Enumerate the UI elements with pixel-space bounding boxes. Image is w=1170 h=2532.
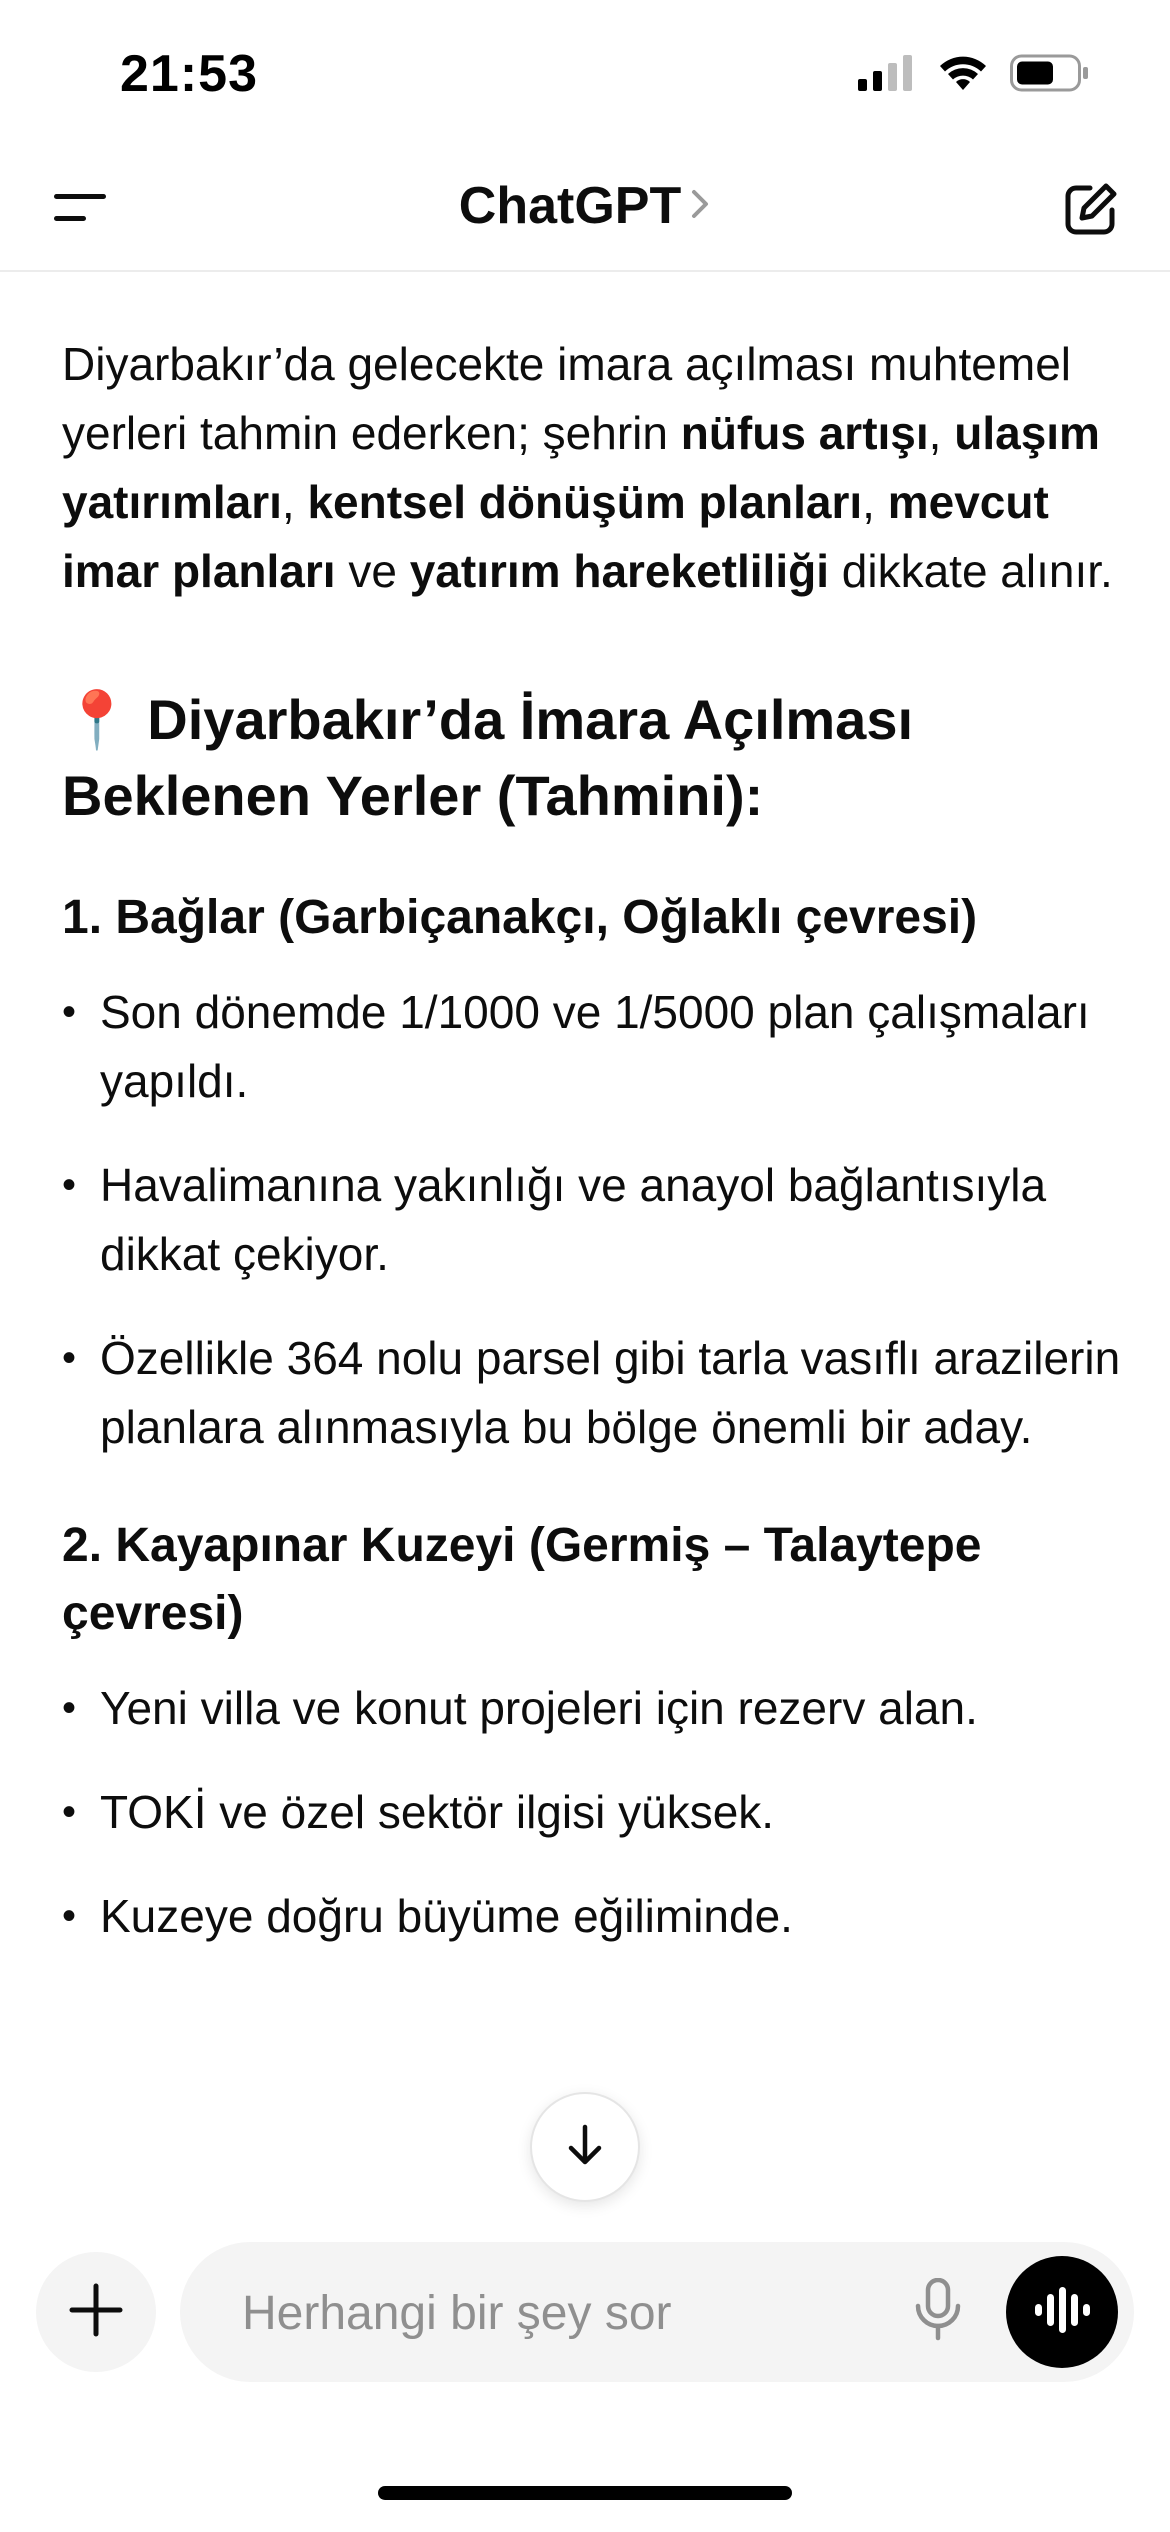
- voice-mode-button[interactable]: [1006, 2256, 1118, 2368]
- status-bar: [0, 0, 1170, 150]
- attach-button[interactable]: [36, 2252, 156, 2372]
- intro-text: dikkate alınır.: [829, 545, 1113, 597]
- input-placeholder: Herhangi bir şey sor: [242, 2287, 672, 2340]
- dictate-button[interactable]: [900, 2274, 976, 2350]
- intro-paragraph: [62, 330, 1122, 606]
- intro-text: Diyarbakır’da gelecekte imara açılması muhtemel yerleri tahmin ederken; şehrin: [62, 338, 1071, 459]
- intro-text: ,: [281, 476, 308, 528]
- microphone-icon: [912, 2278, 964, 2347]
- section-heading: [62, 682, 1122, 834]
- section-heading-text: Diyarbakır’da İmara Açılması Beklenen Yerler (Tahmini):: [62, 688, 914, 827]
- bullet-item: • TOKİ ve özel sektör ilgisi yüksek.: [62, 1778, 1122, 1847]
- intro-bold-text: yatırım hareketliliği: [409, 545, 829, 597]
- app-header: [0, 150, 1170, 272]
- bullet-item: • Özellikle 364 nolu parsel gibi tarla vasıflı arazilerin planlara alınmasıyla bu bölge önemli bir aday.: [62, 1324, 1122, 1462]
- status-icons: [858, 54, 1090, 97]
- header-title: ChatGPT: [458, 177, 682, 235]
- scroll-down-button[interactable]: [530, 2092, 640, 2202]
- intro-bold-text: mevcut imar planları: [62, 476, 1049, 597]
- bullet-item: • Kuzeye doğru büyüme eğiliminde.: [62, 1882, 1122, 1951]
- intro-bold-text: nüfus artışı: [680, 407, 929, 459]
- home-indicator: [378, 2486, 792, 2500]
- plus-icon: [68, 2282, 124, 2343]
- intro-text: ve: [335, 545, 410, 597]
- signal-icon: [858, 55, 916, 96]
- pin-icon: 📍: [62, 688, 132, 751]
- intro-bold-text: ulaşım yatırımları: [62, 407, 1100, 528]
- status-time: 21:53: [120, 45, 258, 103]
- bullet-item: • Yeni villa ve konut projeleri için rezerv alan.: [62, 1674, 1122, 1743]
- message-input[interactable]: [180, 2242, 1134, 2382]
- bullet-item: • Havalimanına yakınlığı ve anayol bağlantısıyla dikkat çekiyor.: [62, 1151, 1122, 1289]
- assistant-message: [62, 330, 1122, 2200]
- new-chat-button[interactable]: [1054, 176, 1126, 248]
- wifi-icon: [938, 54, 988, 97]
- model-selector[interactable]: [0, 176, 1170, 236]
- battery-icon: [1010, 54, 1090, 97]
- intro-text: ,: [928, 407, 955, 459]
- voice-waveform-icon: [1033, 2285, 1091, 2340]
- bullet-item: • Son dönemde 1/1000 ve 1/5000 plan çalışmaları yapıldı.: [62, 978, 1122, 1116]
- bullet-list: [62, 978, 1122, 1462]
- arrow-down-icon: [561, 2121, 609, 2174]
- sub-heading: 2. Kayapınar Kuzeyi (Germiş – Talaytepe çevresi): [62, 1519, 982, 1640]
- sub-heading: 1. Bağlar (Garbiçanakçı, Oğlaklı çevresi): [62, 891, 978, 944]
- intro-bold-text: kentsel dönüşüm planları: [307, 476, 863, 528]
- intro-text: ,: [862, 476, 888, 528]
- composer: [0, 2222, 1170, 2402]
- bullet-list: [62, 1674, 1122, 1951]
- chevron-right-icon: [689, 186, 711, 227]
- edit-icon: [1060, 180, 1120, 245]
